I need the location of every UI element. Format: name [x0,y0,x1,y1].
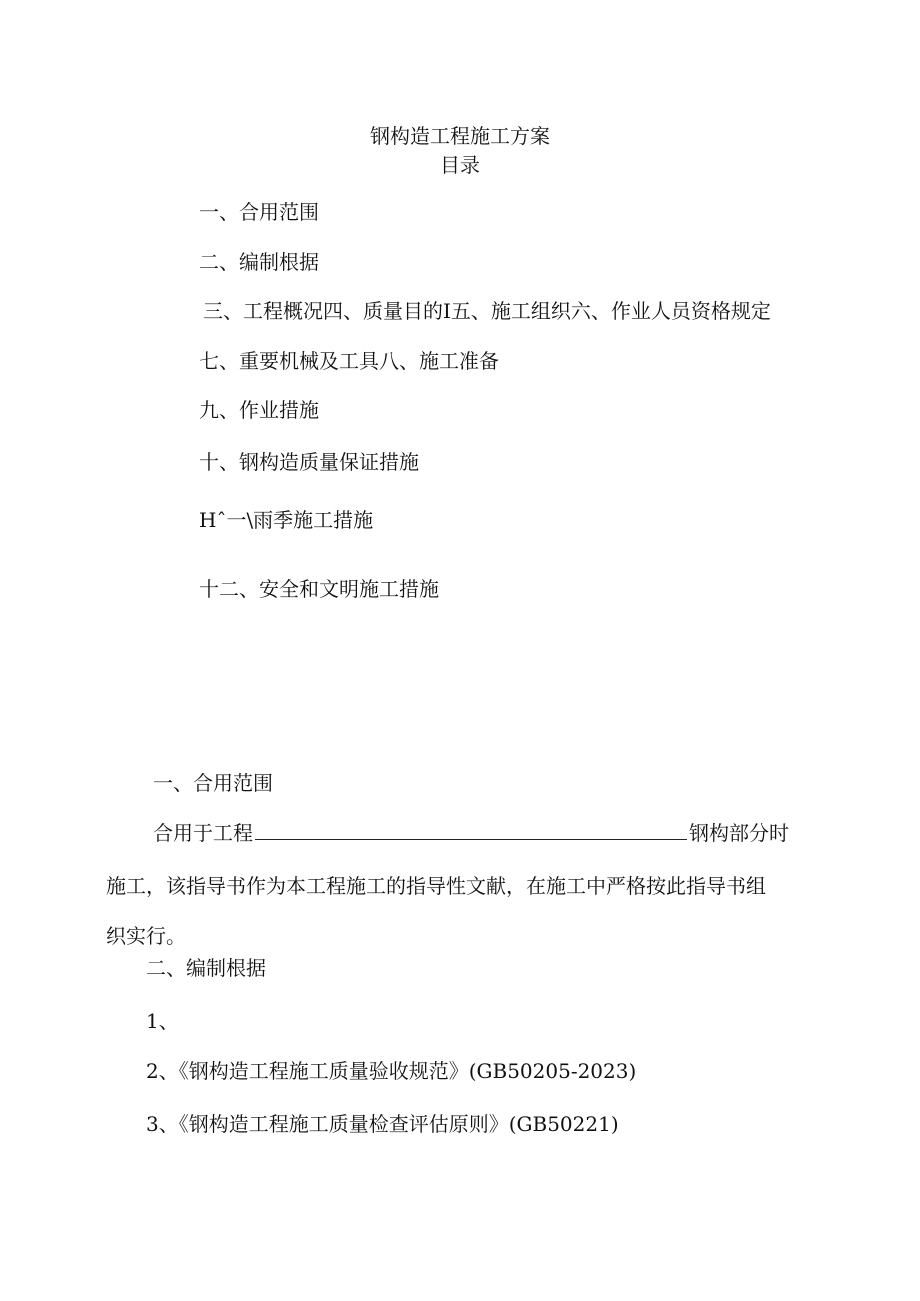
toc-item: 二、编制根据 [199,250,319,274]
document-title: 钢构造工程施工方案 [370,124,550,148]
toc-item: 三、工程概况四、质量目的I五、施工组织六、作业人员资格规定 [203,299,771,323]
paragraph-line [153,820,789,846]
paragraph-line: 施工，该指导书作为本工程施工的指导性文献，在施工中严格按此指导书组 [106,874,766,898]
reference-item: 1、 [146,1009,179,1033]
toc-heading: 目录 [440,153,480,177]
fill-in-blank [255,820,687,840]
toc-item: 一、合用范围 [199,200,319,224]
section-heading: 二、编制根据 [146,956,266,980]
paragraph-text: 合用于工程 [153,821,253,845]
toc-item: 十二、安全和文明施工措施 [199,577,439,601]
toc-item: 七、重要机械及工具八、施工准备 [199,349,499,373]
paragraph-line: 织实行。 [106,924,186,948]
toc-item: 九、作业措施 [199,398,319,422]
toc-item: Hˆ一\雨季施工措施 [199,508,374,532]
paragraph-text: 钢构部分时 [689,821,789,845]
reference-item: 3、《钢构造工程施工质量检查评估原则》(GB50221) [146,1112,619,1136]
reference-item: 2、《钢构造工程施工质量验收规范》(GB50205-2023) [146,1059,637,1083]
section-heading: 一、合用范围 [153,771,273,795]
toc-item: 十、钢构造质量保证措施 [199,450,419,474]
